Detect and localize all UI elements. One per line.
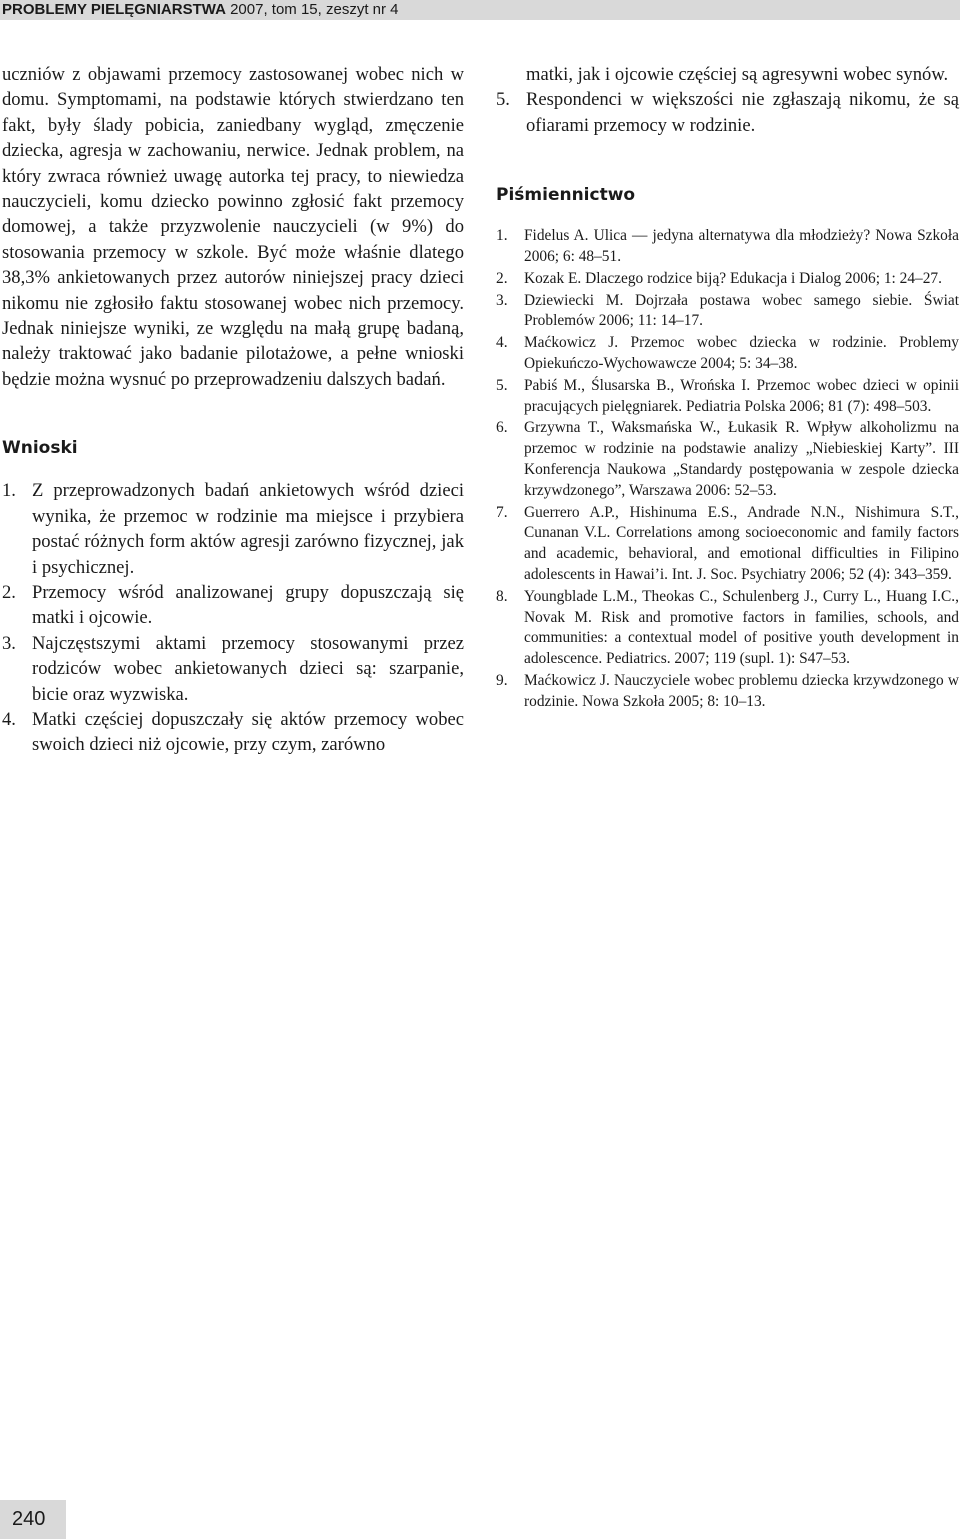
conclusion-number: 5. [496, 89, 510, 111]
conclusion-number: 4. [2, 708, 16, 730]
page-number-box [0, 1500, 66, 1539]
reference-text: Dziewiecki M. Dojrzała postawa wobec samego siebie. Świat Problemów 2006; 11: 14–17. [524, 291, 959, 330]
conclusions-list-continued [496, 87, 959, 138]
reference-text: Maćkowicz J. Przemoc wobec dziecka w rodzinie. Problemy Opiekuńczo-Wychowawcze 2004; 5: 34–38. [524, 334, 959, 372]
running-header [0, 0, 960, 20]
conclusion-continuation: matki, jak i ojcowie częściej są agresywni wobec synów. [526, 64, 949, 85]
reference-number: 4. [496, 334, 508, 352]
reference-text: Maćkowicz J. Nauczyciele wobec problemu dziecka krzywdzonego w rodzinie. Nowa Szkoła 2005; 8: 10–13. [524, 671, 959, 710]
reference-text: Fidelus A. Ulica — jedyna alternatywa dla młodzieży? Nowa Szkoła 2006; 6: 48–51. [524, 227, 959, 266]
journal-name: PROBLEMY PIELĘGNIARSTWA [2, 1, 226, 18]
references-list [496, 226, 959, 712]
conclusion-text: Najczęstszymi aktami przemocy stosowanymi przez rodziców wobec ankietowanych dzieci są: szarpanie, bicie oraz wyzwiska. [32, 632, 464, 705]
page-number: 240 [12, 1508, 46, 1530]
reference-number: 2. [496, 269, 508, 287]
conclusion-item [2, 631, 464, 707]
left-column [2, 62, 464, 758]
reference-number: 9. [496, 671, 508, 689]
reference-number: 3. [496, 291, 508, 309]
conclusion-number: 2. [2, 581, 16, 603]
reference-text: Guerrero A.P., Hishinuma E.S., Andrade N.N., Nishimura S.T., Cunanan V.L. Correlations among socioeconomic and family factors and academic, behavioral, and emotional difficulties in Filipino adolescents in Hawai’i. Int. J. Soc. Psychiatry 2006; 52 (4): 343–359. [524, 503, 959, 583]
reference-text: Grzywna T., Waksmańska W., Łukasik R. Wpływ alkoholizmu na przemoc w rodzinie na podstawie analizy „Niebieskiej Karty”. III Konferencja Naukowa „Standardy postępowania w zespole dziecka krzywdzonego”, Warszawa 2006: 52–53. [524, 419, 959, 499]
reference-number: 6. [496, 419, 508, 437]
reference-item [496, 671, 959, 713]
conclusion-item [496, 87, 959, 138]
conclusion-text: Przemocy wśród analizowanej grupy dopuszczają się matki i ojcowie. [32, 581, 464, 629]
reference-number: 1. [496, 227, 508, 245]
conclusion-text: Matki częściej dopuszczały się aktów przemocy wobec swoich dzieci niż ojcowie, przy czym, zarówno [32, 708, 464, 756]
conclusions-list [2, 478, 464, 757]
conclusion-item [2, 580, 464, 631]
reference-item [496, 269, 959, 290]
reference-item [496, 291, 959, 333]
reference-text: Pabiś M., Ślusarska B., Wrońska I. Przemoc wobec dzieci w opinii pracujących pielęgniarek. Pediatria Polska 2006; 81 (7): 498–503. [524, 376, 959, 415]
conclusion-number: 1. [2, 480, 16, 502]
reference-item [496, 418, 959, 501]
conclusion-item [2, 478, 464, 580]
reference-item [496, 226, 959, 268]
conclusion-item [2, 707, 464, 758]
reference-item [496, 587, 959, 670]
right-column [496, 62, 959, 714]
reference-number: 5. [496, 376, 508, 394]
references-heading: Piśmiennictwo [496, 185, 636, 206]
conclusion-number: 3. [2, 632, 16, 654]
conclusion-text: Respondenci w większości nie zgłaszają nikomu, że są ofiarami przemocy w rodzinie. [526, 89, 959, 136]
conclusions-heading: Wnioski [2, 438, 78, 459]
conclusion-text: Z przeprowadzonych badań ankietowych wśród dzieci wynika, że przemoc w rodzinie ma miejsce i przybiera postać różnych form aktów agresji zarówno fizycznej, jak i psychicznej. [32, 480, 464, 578]
discussion-paragraph: uczniów z objawami przemocy zastosowanej wobec nich w domu. Symptomami, na podstawie których stwierdzano ten fakt, były ślady pobicia, zaniedbany wygląd, zmęczenie dziecka, agresja w zachowaniu, nerwice. Jednak problem, na który zwraca również uwagę autorka tej pracy, to niewiedza nauczycieli, komu dziecko powinno zgłosić fakt przemocy domowej, a także przyzwolenie nauczycieli (w 9%) do stosowania przemocy w szkole. Być może właśnie dlatego 38,3% ankietowanych przez autorów niniejszej pracy dzieci nikomu nie zgłosiło faktu stosowanej wobec nich przemocy. Jednak niniejsze wyniki, ze względu na małą grupę badaną, należy traktować jako badanie pilotażowe, a pełne wnioski będzie można wysnuć po przeprowadzeniu dalszych badań. [2, 64, 464, 390]
reference-item [496, 333, 959, 375]
reference-text: Youngblade L.M., Theokas C., Schulenberg J., Curry L., Huang I.C., Novak M. Risk and promotive factors in families, schools, and communities: a contextual model of positive youth development in adolescence. Pediatrics. 2007; 119 (supl. 1): S47–53. [524, 587, 959, 668]
reference-item [496, 503, 959, 586]
reference-number: 7. [496, 503, 508, 521]
reference-text: Kozak E. Dlaczego rodzice biją? Edukacja i Dialog 2006; 1: 24–27. [524, 269, 942, 287]
running-header-text [2, 1, 399, 19]
journal-issue: 2007, tom 15, zeszyt nr 4 [225, 1, 399, 18]
reference-number: 8. [496, 587, 508, 605]
reference-item [496, 376, 959, 418]
